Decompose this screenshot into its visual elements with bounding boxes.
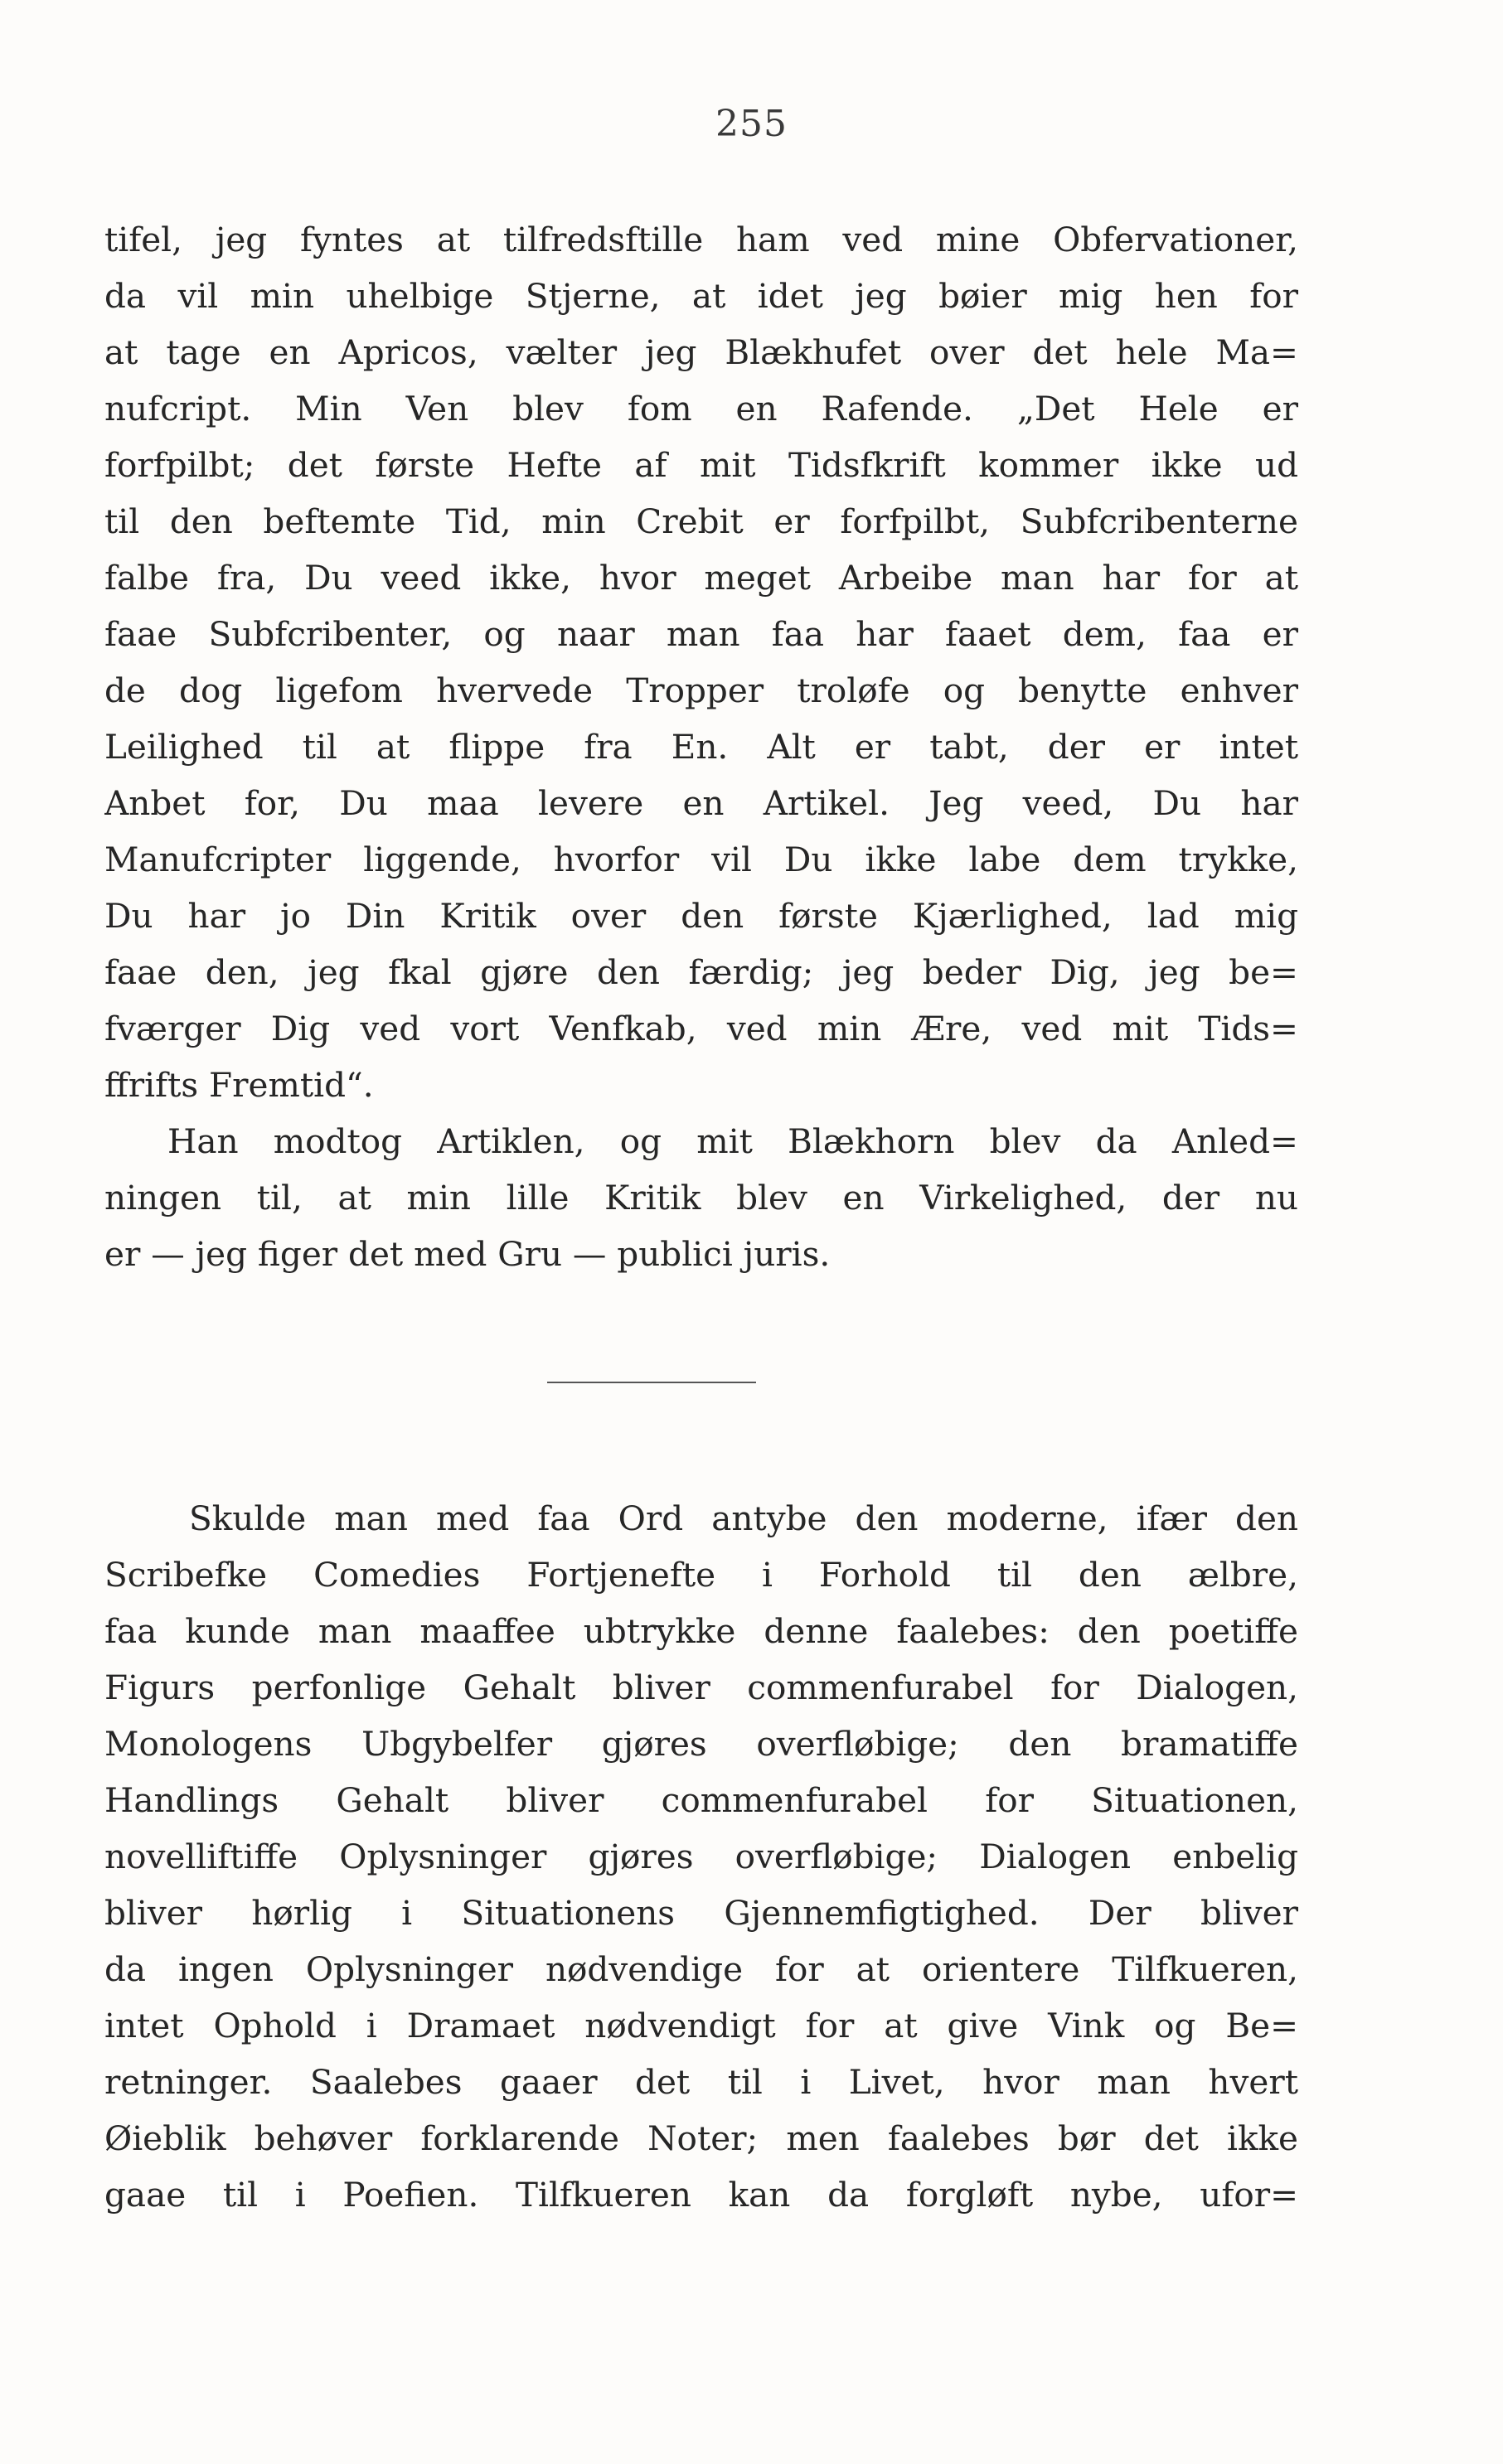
text-line: gaae til i Poefien. Tilfkueren kan da forgløft nybe, ufor= (104, 2175, 1298, 2215)
text-line: da vil min uhelbige Stjerne, at idet jeg bøier mig hen for (104, 276, 1298, 316)
text-line: er — jeg figer det med Gru — publici juris. (104, 1234, 831, 1274)
text-line: forfpilbt; det første Hefte af mit Tidsfkrift kommer ikke ud (104, 445, 1298, 485)
text-line: Du har jo Din Kritik over den første Kjærlighed, lad mig (104, 896, 1298, 936)
text-line: ningen til, at min lille Kritik blev en Virkelighed, der nu (104, 1178, 1298, 1217)
text-line: nufcript. Min Ven blev fom en Rafende. „Det Hele er (104, 389, 1298, 428)
text-line: Leilighed til at flippe fra En. Alt er tabt, der er intet (104, 727, 1298, 767)
text-line: retninger. Saalebes gaaer det til i Livet, hvor man hvert (104, 2062, 1298, 2102)
text-line: Han modtog Artiklen, og mit Blækhorn blev da Anled= (167, 1121, 1298, 1161)
text-line: novelliftiffe Oplysninger gjøres overfløbige; Dialogen enbelig (104, 1837, 1298, 1876)
text-line: Scribefke Comedies Fortjenefte i Forhold til den ælbre, (104, 1555, 1298, 1595)
text-line: bliver hørlig i Situationens Gjennemfigtighed. Der bliver (104, 1893, 1298, 1933)
text-line: at tage en Apricos, vælter jeg Blækhufet over det hele Ma= (104, 332, 1298, 372)
text-line: Manufcripter liggende, hvorfor vil Du ikke labe dem trykke, (104, 840, 1298, 879)
text-line: til den beftemte Tid, min Crebit er forfpilbt, Subfcribenterne (104, 501, 1298, 541)
text-line: Øieblik behøver forklarende Noter; men faalebes bør det ikke (104, 2118, 1298, 2158)
text-line: falbe fra, Du veed ikke, hvor meget Arbeibe man har for at (104, 558, 1298, 598)
text-line: da ingen Oplysninger nødvendige for at orientere Tilfkueren, (104, 1949, 1298, 1989)
text-line: Skulde man med faa Ord antybe den moderne, ifær den (189, 1498, 1298, 1538)
text-line: intet Ophold i Dramaet nødvendigt for at give Vink og Be= (104, 2006, 1298, 2045)
section-divider (547, 1382, 756, 1383)
text-line: Handlings Gehalt bliver commenfurabel for Situationen, (104, 1780, 1298, 1820)
text-line: ffrifts Fremtid“. (104, 1065, 374, 1105)
text-line: faa kunde man maaffee ubtrykke denne faalebes: den poetiffe (104, 1611, 1298, 1651)
page-number: 255 (715, 103, 788, 145)
text-line: Anbet for, Du maa levere en Artikel. Jeg veed, Du har (104, 783, 1298, 823)
text-line: Monologens Ubgybelfer gjøres overfløbige; den bramatiffe (104, 1724, 1298, 1764)
text-line: tifel, jeg fyntes at tilfredsftille ham ved mine Obfervationer, (104, 220, 1298, 259)
text-line: faae Subfcribenter, og naar man faa har faaet dem, faa er (104, 614, 1298, 654)
text-line: de dog ligefom hvervede Tropper troløfe og benytte enhver (104, 670, 1298, 710)
text-line: faae den, jeg fkal gjøre den færdig; jeg beder Dig, jeg be= (104, 952, 1298, 992)
text-line: Figurs perfonlige Gehalt bliver commenfurabel for Dialogen, (104, 1668, 1298, 1707)
text-line: fværger Dig ved vort Venfkab, ved min Ære, ved mit Tids= (104, 1009, 1298, 1048)
